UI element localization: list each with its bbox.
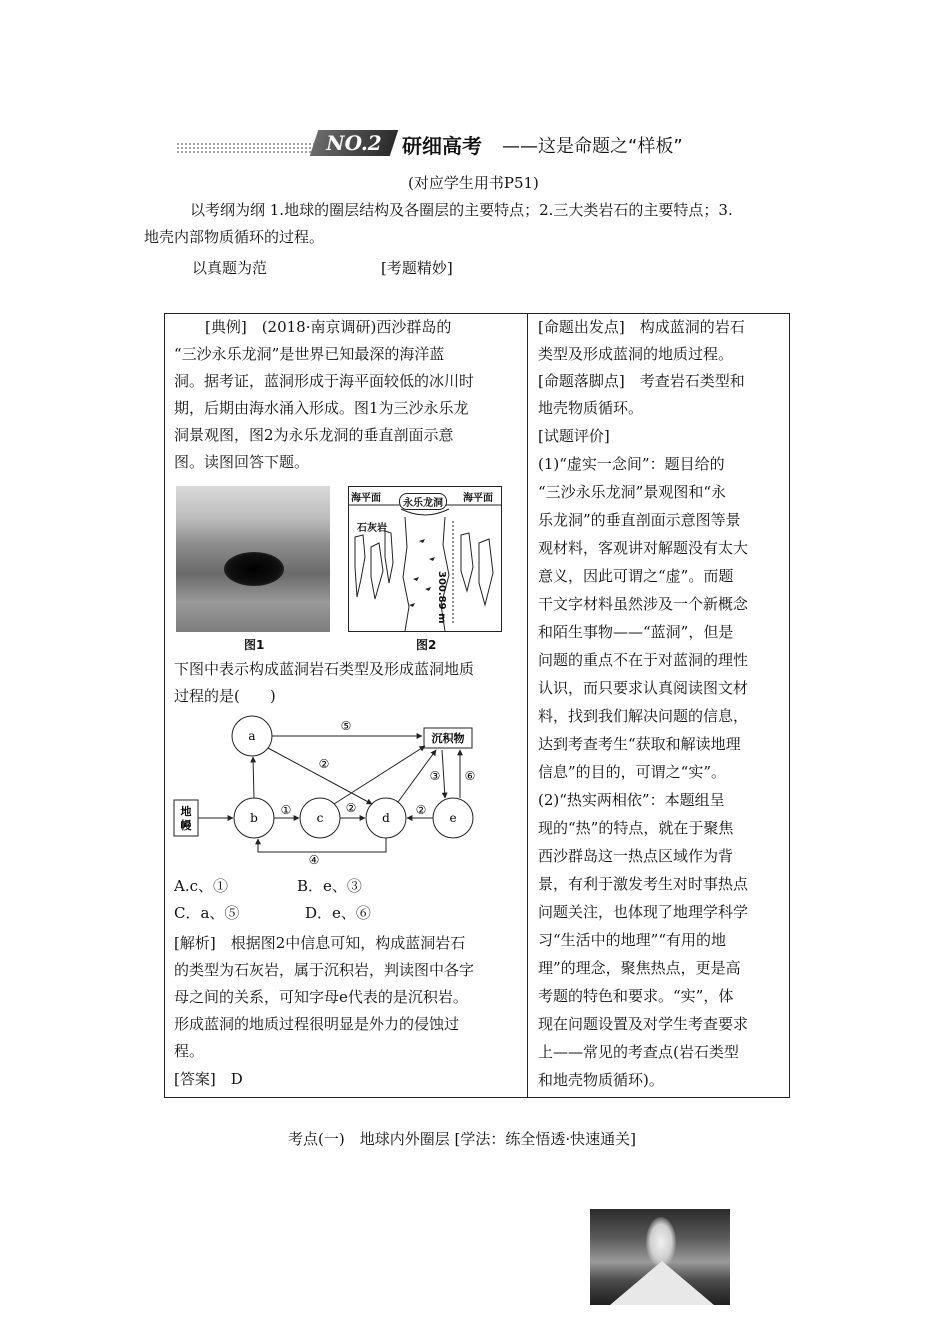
commentary-line: 理”的理念，聚焦热点，更是高 [538,959,741,977]
banner-dots [176,142,316,154]
rock-cycle-diagram [170,710,510,868]
page-subtitle: ——这是命题之“样板” [502,136,683,157]
commentary-line: 上——常见的考查点(岩石类型 [538,1043,739,1061]
table-divider [527,313,528,1098]
analysis-line: 的类型为石灰岩，属于沉积岩，判读图中各字 [174,961,475,979]
blue-hole [224,552,284,586]
arrow-sediment-e [442,750,445,798]
arrow-label-6: ⑥ [464,769,476,783]
banner-number-badge [310,130,398,156]
answer-line: [答案] D [174,1070,243,1088]
arrow-label-3: ③ [429,769,441,783]
node-c-label: c [316,811,324,825]
volcano-photo [590,1209,730,1305]
arrow-c-sediment [334,746,425,804]
node-b-label: b [250,811,258,825]
commentary-line: 乐龙洞”的垂直剖面示意图等景 [538,511,741,529]
arrow-b-a [253,757,254,798]
analysis-line: 母之间的关系，可知字母e代表的是沉积岩。 [174,988,468,1006]
commentary-line: 和陌生事物——“蓝洞”，但是 [538,623,734,641]
option-a: A.c、① [174,877,229,895]
mantle-label-2: 幔 [180,819,192,832]
analysis-line: 程。 [174,1042,205,1060]
kaodian-heading: 考点(一) 地球内外圈层 [学法：练全悟透·快速通关] [288,1130,636,1148]
arrow-label-2: ② [345,801,357,815]
commentary-line: 认识，而只要求认真阅读图文材 [538,679,749,697]
node-d-label: d [382,811,390,825]
commentary-line: 干文字材料虽然涉及一个新概念 [538,595,749,613]
question-line: 下图中表示构成蓝洞岩石类型及形成蓝洞地质 [174,660,475,678]
commentary-line: (2)“热实两相依”：本题组呈 [538,791,725,809]
sea-level-left-label: 海平面 [351,493,381,504]
sea-level-right-label: 海平面 [463,493,493,504]
question-line: 过程的是( ) [174,687,276,705]
example-line: 期，后期由海水涌入形成。图1为三沙永乐龙 [174,399,469,417]
example-line: [典例] (2018·南京调研)西沙群岛的 [205,318,452,336]
section-label-left: 以真题为范 [192,259,268,277]
commentary-line: 现的“热”的特点，就在于聚焦 [538,819,734,837]
cross-section-figure [348,486,502,632]
commentary-line: 问题关注，也体现了地理学科学 [538,903,749,921]
commentary-line: 考题的特色和要求。“实”，体 [538,987,734,1005]
commentary-line: 景，有利于激发考生对时事热点 [538,875,749,893]
commentary-line: 料，找到我们解决问题的信息， [538,707,749,725]
commentary-line: “三沙永乐龙洞”景观图和“永 [538,483,727,501]
option-b: B．e、③ [297,877,362,895]
commentary-line: 西沙群岛这一热点区域作为背 [538,847,734,865]
commentary-line: 信息”的目的，可谓之“实”。 [538,763,727,781]
volcano-peak [610,1261,714,1305]
commentary-line: 地壳物质循环。 [538,399,644,417]
commentary-line: 习“生活中的地理”“有用的地 [538,931,727,949]
commentary-line: 意义，因此可谓之“虚”。而题 [538,567,734,585]
commentary-line: 观材料，客观讲对解题没有太大 [538,539,749,557]
commentary-line: [命题落脚点] 考查岩石类型和 [538,372,745,390]
node-e-label: e [449,811,457,825]
book-reference: (对应学生用书P51) [408,174,539,192]
arrow-label-1: ① [280,803,292,817]
arrow-label-4: ④ [308,853,320,867]
volcano-plume [646,1217,676,1267]
example-line: 洞。据考证，蓝洞形成于海平面较低的冰川时 [174,372,475,390]
sediment-label: 沉积物 [431,732,465,745]
arrow-label-2: ② [318,757,330,771]
depth-label: 300.89 m [436,571,447,624]
figure-1-caption: 图1 [244,638,265,652]
analysis-line: [解析] 根据图2中信息可知，构成蓝洞岩石 [174,934,466,952]
analysis-line: 形成蓝洞的地质过程很明显是外力的侵蚀过 [174,1015,460,1033]
outline-line-1: 以考纲为纲 1.地球的圈层结构及各圈层的主要特点；2.三大类岩石的主要特点；3. [190,201,733,219]
commentary-line: 达到考查考生“获取和解读地理 [538,735,741,753]
arrow-label-5: ⑤ [340,719,352,733]
example-line: 图。读图回答下题。 [174,453,310,471]
example-line: 洞景观图，图2为永乐龙洞的垂直剖面示意 [174,426,454,444]
cave-label: 永乐龙洞 [399,493,447,510]
commentary-line: [试题评价] [538,427,610,445]
commentary-line: (1)“虚实一念间”：题目给的 [538,455,725,473]
arrow-d-b [258,838,386,852]
commentary-line: 和地壳物质循环)。 [538,1071,664,1089]
option-c: C．a、⑤ [174,904,240,922]
arrow-label-2: ② [415,803,427,817]
outline-line-2: 地壳内部物质循环的过程。 [144,228,325,246]
commentary-line: 类型及形成蓝洞的地质过程。 [538,345,734,363]
commentary-line: [命题出发点] 构成蓝洞的岩石 [538,318,745,336]
option-d: D．e、⑥ [305,904,371,922]
page-title: 研细高考 [402,134,482,158]
node-a-label: a [248,729,256,743]
commentary-line: 问题的重点不在于对蓝洞的理性 [538,651,749,669]
section-label-right: [考题精妙] [381,259,453,277]
example-line: “三沙永乐龙洞”是世界已知最深的海洋蓝 [174,345,445,363]
banner-number: NO.2 [326,131,382,155]
commentary-line: 现在问题设置及对学生考查要求 [538,1015,749,1033]
limestone-label: 石灰岩 [357,523,387,534]
figure-2-caption: 图2 [416,638,437,652]
blue-hole-photo [176,486,330,632]
mantle-label-1: 地 [180,805,192,818]
